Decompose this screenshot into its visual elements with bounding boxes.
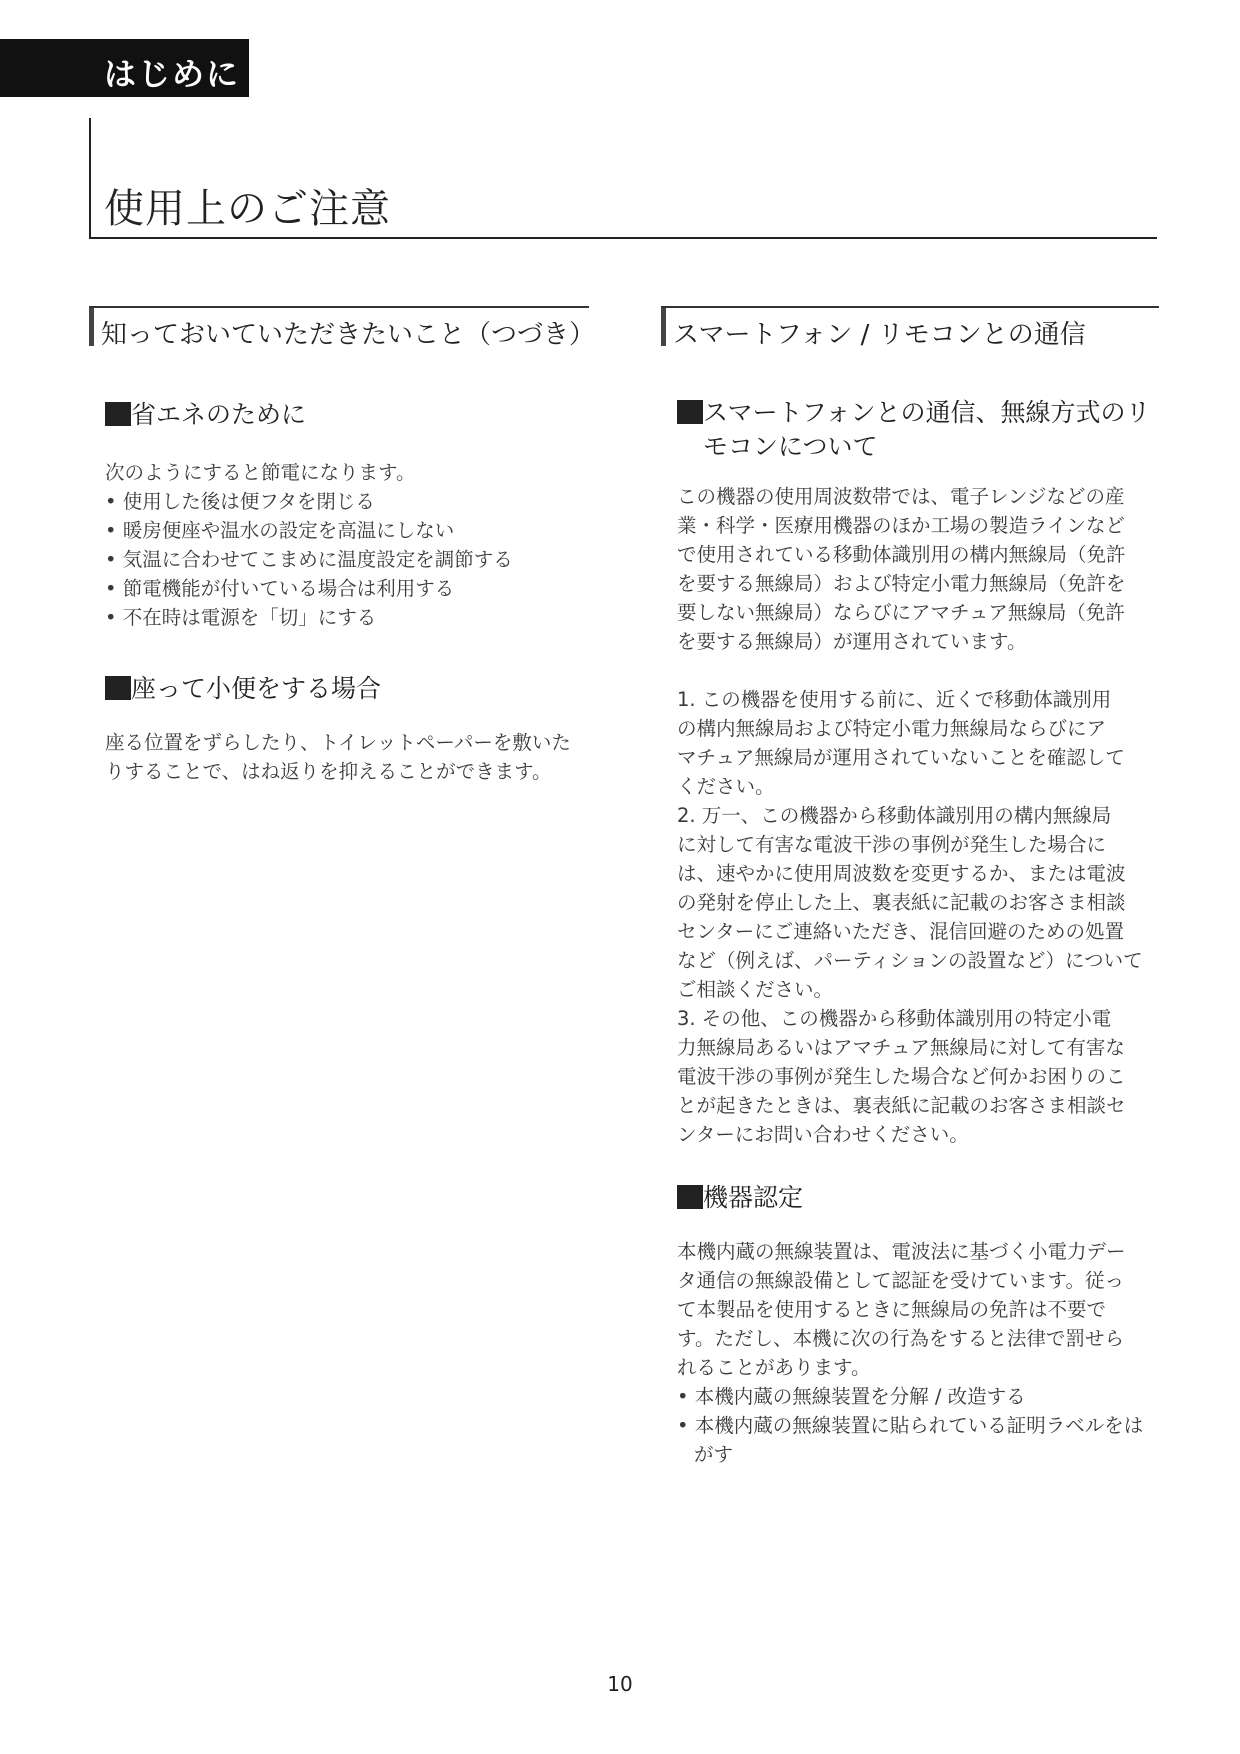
body-line: 次のようにすると節電になります。	[105, 461, 416, 484]
bullet-item: • 使用した後は便フタを閉じる	[105, 490, 375, 513]
subsection-heading-energy	[105, 398, 589, 432]
subsection-heading-text: 省エネのために	[131, 400, 307, 429]
numbered-line: 1. この機器を使用する前に、近くで移動体識別用	[677, 688, 1112, 711]
numbered-line: など（例えば、パーティションの設置など）について	[677, 949, 1143, 972]
right-section-heading	[661, 306, 1159, 356]
left-section-title: 知っておいていただきたいこと（つづき）	[101, 320, 596, 350]
chapter-tab	[0, 39, 249, 97]
body-line: 要しない無線局）ならびにアマチュア無線局（免許	[677, 601, 1125, 624]
body-line: て本製品を使用するときに無線局の免許は不要で	[677, 1298, 1107, 1321]
numbered-line: とが起きたときは、裏表紙に記載のお客さま相談セ	[677, 1094, 1126, 1117]
numbered-line: センターにご連絡いただき、混信回避のための処置	[677, 920, 1124, 943]
wireless-numbered-list	[677, 685, 1159, 1149]
left-section-heading	[89, 306, 596, 356]
right-section-title: スマートフォン / リモコンとの通信	[673, 320, 1086, 350]
numbered-line: の発射を停止した上、裏表紙に記載のお客さま相談	[677, 891, 1126, 914]
subsection-heading-certification	[677, 1181, 1159, 1215]
left-column	[89, 306, 596, 786]
subsection-heading-sitting	[105, 672, 589, 706]
subsection-heading-text: スマートフォンとの通信、無線方式のリモコンについて	[703, 398, 1151, 461]
body-line: 業・科学・医療用機器のほか工場の製造ラインなど	[677, 514, 1125, 537]
numbered-line: 3. その他、この機器から移動体識別用の特定小電	[677, 1007, 1112, 1030]
numbered-line: マチュア無線局が運用されていないことを確認して	[677, 746, 1125, 769]
numbered-line: に対して有害な電波干渉の事例が発生した場合に	[677, 833, 1107, 856]
bullet-item: • 本機内蔵の無線装置を分解 / 改造する	[677, 1385, 1026, 1408]
body-line: で使用されている移動体識別用の構内無線局（免許	[677, 543, 1126, 566]
certification-body	[677, 1237, 1159, 1469]
numbered-line: の構内無線局および特定小電力無線局ならびにア	[677, 717, 1107, 740]
numbered-line: 2. 万一、この機器から移動体識別用の構内無線局	[677, 804, 1112, 827]
title-horizontal-rule	[89, 237, 1157, 239]
energy-body	[105, 458, 589, 632]
square-bullet-icon	[677, 400, 703, 424]
body-line: を要する無線局）および特定小電力無線局（免許を	[677, 572, 1126, 595]
bullet-item: • 本機内蔵の無線装置に貼られている証明ラベルをはがす	[677, 1414, 1144, 1466]
bullet-item: • 暖房便座や温水の設定を高温にしない	[105, 519, 455, 542]
bullet-item: • 不在時は電源を「切」にする	[105, 606, 377, 629]
bullet-item: • 気温に合わせてこまめに温度設定を調節する	[105, 548, 513, 571]
page-title: 使用上のご注意	[104, 186, 391, 232]
body-line: 本機内蔵の無線装置は、電波法に基づく小電力デー	[677, 1240, 1126, 1263]
subsection-heading-wireless	[677, 396, 1159, 464]
numbered-line: 力無線局あるいはアマチュア無線局に対して有害な	[677, 1036, 1125, 1059]
subsection-heading-text: 機器認定	[703, 1183, 804, 1212]
body-line: す。ただし、本機に次の行為をすると法律で罰せら	[677, 1327, 1124, 1350]
numbered-line: は、速やかに使用周波数を変更するか、または電波	[677, 862, 1126, 885]
numbered-line: ください。	[677, 775, 775, 798]
body-line: りすることで、はね返りを抑えることができます。	[105, 760, 552, 783]
body-line: この機器の使用周波数帯では、電子レンジなどの産	[677, 485, 1125, 508]
body-line: れることがあります。	[677, 1356, 871, 1379]
numbered-line: ご相談ください。	[677, 978, 834, 1001]
bullet-item: • 節電機能が付いている場合は利用する	[105, 577, 455, 600]
body-line: 座る位置をずらしたり、トイレットペーパーを敷いた	[105, 731, 571, 754]
right-column	[661, 306, 1159, 1469]
title-vertical-rule	[89, 118, 91, 239]
numbered-line: 電波干渉の事例が発生した場合など何かお困りのこ	[677, 1065, 1126, 1088]
square-bullet-icon	[677, 1185, 703, 1209]
page-number: 10	[607, 1672, 633, 1696]
subsection-heading-text: 座って小便をする場合	[131, 674, 382, 703]
sitting-body	[105, 728, 589, 786]
square-bullet-icon	[105, 676, 131, 700]
square-bullet-icon	[105, 402, 131, 426]
wireless-body	[677, 482, 1159, 656]
numbered-line: ンターにお問い合わせください。	[677, 1123, 969, 1146]
body-line: を要する無線局）が運用されています。	[677, 630, 1027, 653]
chapter-tab-label: はじめに	[104, 55, 241, 93]
body-line: タ通信の無線設備として認証を受けています。従っ	[677, 1269, 1124, 1292]
